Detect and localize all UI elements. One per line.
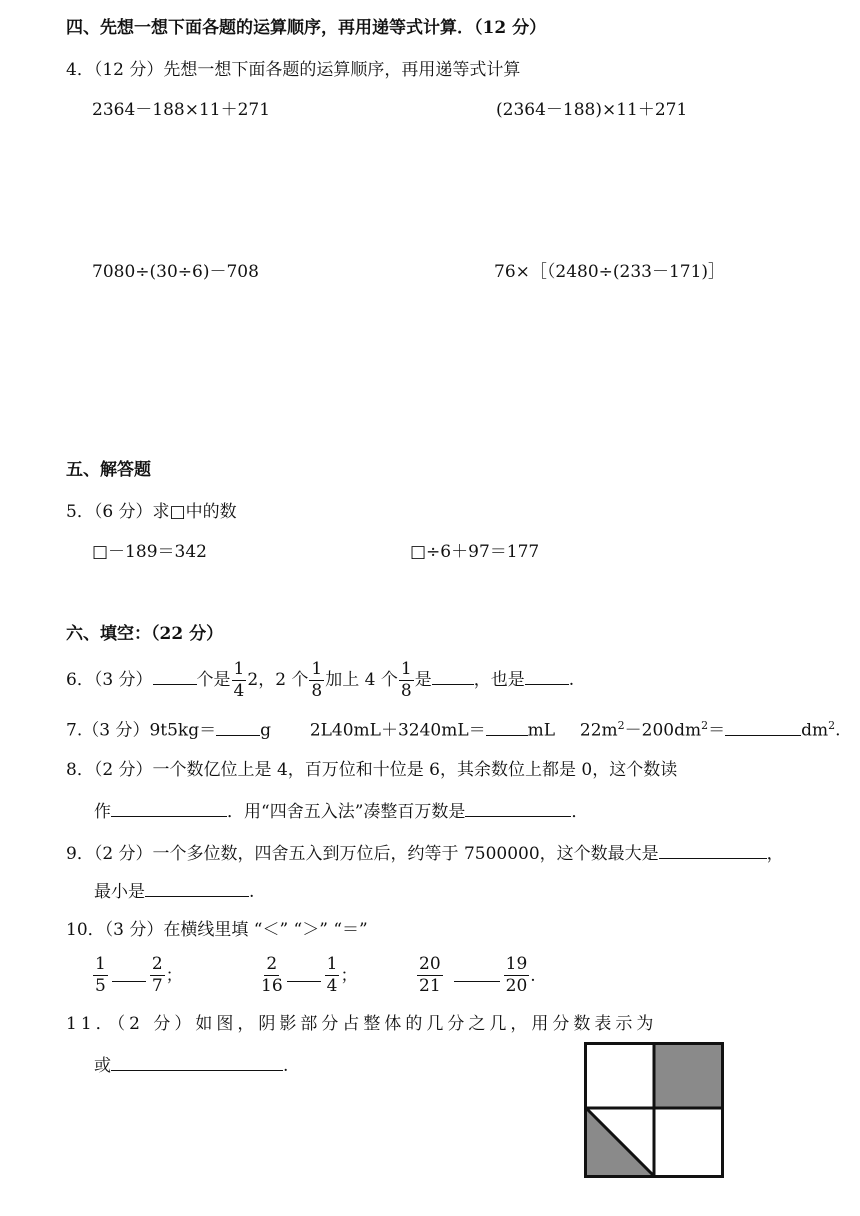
q10-blank-2[interactable] bbox=[287, 981, 321, 982]
q7-unit-a: g bbox=[260, 720, 271, 741]
q7-part-a: 9t5kg＝ bbox=[149, 720, 217, 741]
q6-blank-3[interactable] bbox=[525, 666, 569, 685]
question-11-line-1: 11．（2 分）如图，阴影部分占整体的几分之几，用分数表示为 bbox=[66, 1014, 658, 1034]
q10-pair-2: $\frac{2}{16}$ $\frac{1}{4}$ ； bbox=[261, 954, 358, 996]
q9-blank-1[interactable] bbox=[659, 840, 767, 859]
q7-blank-c[interactable] bbox=[725, 717, 801, 736]
q6-text-2: 2，2 个 bbox=[247, 670, 309, 690]
q7-part-c: 22m bbox=[579, 720, 618, 741]
section-5-heading: 五、解答题 bbox=[66, 460, 151, 480]
question-9-line-2: 最小是 . bbox=[94, 878, 254, 904]
question-5-prompt: 5．（6 分）求□中的数 bbox=[66, 502, 237, 522]
shaded-top-right bbox=[654, 1044, 722, 1108]
question-4-prompt: 4．（12 分）先想一想下面各题的运算顺序，再用递等式计算 bbox=[66, 60, 521, 80]
question-7: 7.（3 分）9t5kg＝ g 2L40mL＋3240mL＝ mL $22m^2-200dm^2= dm^2$. bbox=[66, 714, 841, 743]
q6-fraction-2: $\frac{1}{8}$ bbox=[311, 659, 323, 701]
fraction-figure bbox=[584, 1042, 724, 1182]
section-4-heading: 四、先想一想下面各题的运算顺序，再用递等式计算．（12 分） bbox=[66, 18, 547, 38]
q6-fraction-1: $\frac{1}{4}$ bbox=[233, 659, 245, 701]
question-6 bbox=[66, 660, 574, 700]
q6-text-5: ，也是 bbox=[473, 670, 525, 690]
q10-blank-3[interactable] bbox=[454, 981, 500, 982]
q6-number: 6．（3 分） bbox=[66, 670, 153, 690]
q8-blank-2[interactable] bbox=[465, 798, 571, 817]
question-9-line-1: 9．（2 分）一个多位数，四舍五入到万位后，约等于 7500000，这个数最大是 ， bbox=[66, 840, 784, 866]
question-11-line-2: 或 . bbox=[94, 1052, 288, 1078]
expression-2: (2364－188)×11＋271 bbox=[496, 100, 688, 120]
q6-text-6: . bbox=[568, 670, 575, 690]
expression-1: 2364－188×11＋271 bbox=[92, 100, 271, 120]
q7-unit-b: mL bbox=[527, 720, 556, 741]
q7-part-b: 2L40mL＋3240mL＝ bbox=[309, 720, 486, 741]
q11-blank[interactable] bbox=[111, 1052, 283, 1071]
q6-fraction-3: $\frac{1}{8}$ bbox=[400, 659, 412, 701]
question-10-prompt: 10．（3 分）在横线里填 “＜” “＞” “＝” bbox=[66, 920, 368, 940]
q6-blank-2[interactable] bbox=[432, 666, 474, 685]
q10-pair-3: $\frac{20}{21}$ $\frac{19}{20}$ . bbox=[419, 954, 536, 996]
q7-blank-b[interactable] bbox=[486, 717, 528, 736]
grid-figure-svg bbox=[584, 1042, 724, 1178]
equation-1: □－189＝342 bbox=[92, 542, 207, 562]
section-6-heading: 六、填空：（22 分） bbox=[66, 624, 224, 644]
q10-pair-1: $\frac{1}{5}$ $\frac{2}{7}$ ； bbox=[95, 954, 183, 996]
equation-2: □÷6＋97＝177 bbox=[410, 542, 540, 562]
q6-text-3: 加上 4 个 bbox=[325, 670, 398, 690]
q7-number: 7.（3 分） bbox=[66, 720, 150, 741]
question-8-line-2: 作 ．用“四舍五入法”凑整百万数是 ． bbox=[94, 798, 588, 824]
q9-blank-2[interactable] bbox=[145, 878, 249, 897]
expression-4: 76×［（2480÷(233－171)］ bbox=[494, 262, 726, 282]
q10-blank-1[interactable] bbox=[112, 981, 146, 982]
q6-blank-1[interactable] bbox=[153, 666, 197, 685]
q7-blank-a[interactable] bbox=[216, 717, 260, 736]
q7-unit-c: dm bbox=[801, 720, 829, 741]
q6-text-4: 是 bbox=[414, 670, 432, 690]
question-8-line-1: 8．（2 分）一个数亿位上是 4，百万位和十位是 6，其余数位上都是 0，这个数读 bbox=[66, 760, 678, 780]
q8-blank-1[interactable] bbox=[111, 798, 227, 817]
q6-text-1: 个是 bbox=[196, 670, 231, 690]
expression-3: 7080÷(30÷6)－708 bbox=[92, 262, 259, 282]
